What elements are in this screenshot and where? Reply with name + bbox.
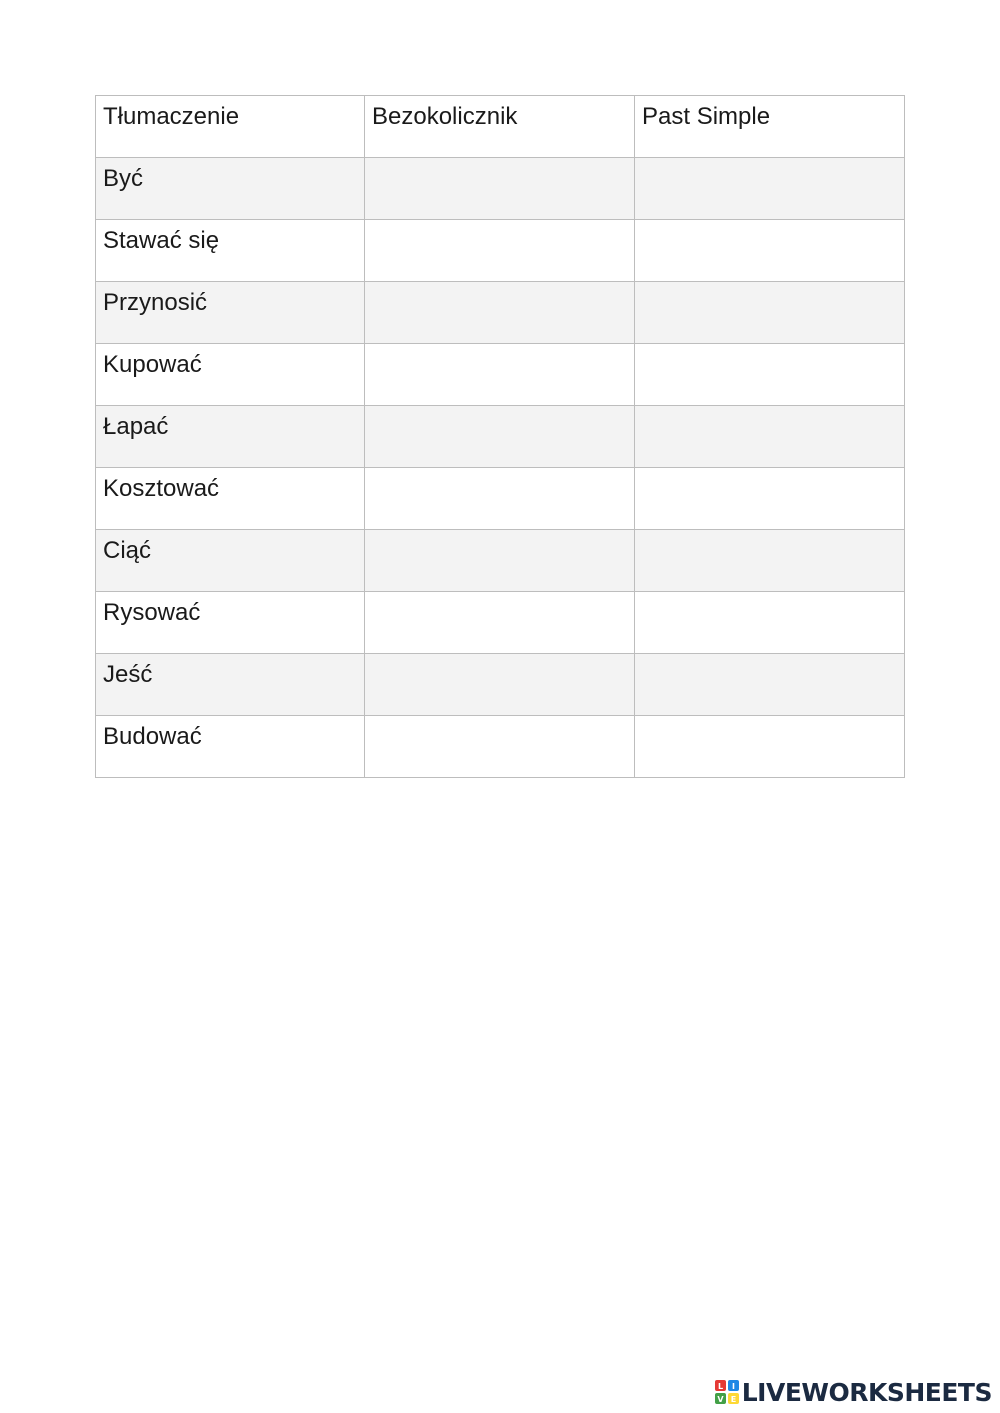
infinitive-answer-cell[interactable] — [365, 220, 635, 282]
infinitive-answer-cell[interactable] — [365, 530, 635, 592]
translation-cell: Kupować — [96, 344, 365, 406]
infinitive-answer-cell[interactable] — [365, 468, 635, 530]
past-simple-answer-cell[interactable] — [635, 220, 905, 282]
translation-cell: Stawać się — [96, 220, 365, 282]
liveworksheets-logo — [715, 1377, 992, 1407]
header-past-simple: Past Simple — [635, 96, 905, 158]
translation-cell: Łapać — [96, 406, 365, 468]
infinitive-answer-cell[interactable] — [365, 282, 635, 344]
translation-cell: Ciąć — [96, 530, 365, 592]
past-simple-answer-cell[interactable] — [635, 592, 905, 654]
table-row — [96, 282, 905, 344]
logo-text: LIVEWORKSHEETS — [741, 1377, 992, 1407]
infinitive-answer-cell[interactable] — [365, 344, 635, 406]
past-simple-answer-cell[interactable] — [635, 654, 905, 716]
past-simple-answer-cell[interactable] — [635, 158, 905, 220]
svg-text:I: I — [731, 1382, 735, 1391]
past-simple-answer-cell[interactable] — [635, 282, 905, 344]
translation-cell: Być — [96, 158, 365, 220]
infinitive-answer-cell[interactable] — [365, 716, 635, 778]
table-row — [96, 716, 905, 778]
past-simple-answer-cell[interactable] — [635, 530, 905, 592]
past-simple-answer-cell[interactable] — [635, 344, 905, 406]
table-row — [96, 344, 905, 406]
header-infinitive: Bezokolicznik — [365, 96, 635, 158]
infinitive-answer-cell[interactable] — [365, 158, 635, 220]
verb-worksheet-table — [95, 95, 905, 778]
table-row — [96, 592, 905, 654]
infinitive-answer-cell[interactable] — [365, 406, 635, 468]
past-simple-answer-cell[interactable] — [635, 468, 905, 530]
table-row — [96, 158, 905, 220]
translation-cell: Rysować — [96, 592, 365, 654]
translation-cell: Przynosić — [96, 282, 365, 344]
liveworksheets-logo-icon — [715, 1380, 739, 1404]
translation-cell: Kosztować — [96, 468, 365, 530]
svg-text:E: E — [730, 1395, 736, 1404]
translation-cell: Budować — [96, 716, 365, 778]
infinitive-answer-cell[interactable] — [365, 654, 635, 716]
svg-text:L: L — [717, 1382, 723, 1391]
past-simple-answer-cell[interactable] — [635, 406, 905, 468]
infinitive-answer-cell[interactable] — [365, 592, 635, 654]
table-row — [96, 530, 905, 592]
table-row — [96, 468, 905, 530]
table-row — [96, 406, 905, 468]
svg-text:V: V — [717, 1395, 724, 1404]
table-header-row — [96, 96, 905, 158]
header-translation: Tłumaczenie — [96, 96, 365, 158]
past-simple-answer-cell[interactable] — [635, 716, 905, 778]
translation-cell: Jeść — [96, 654, 365, 716]
table-row — [96, 220, 905, 282]
table-row — [96, 654, 905, 716]
